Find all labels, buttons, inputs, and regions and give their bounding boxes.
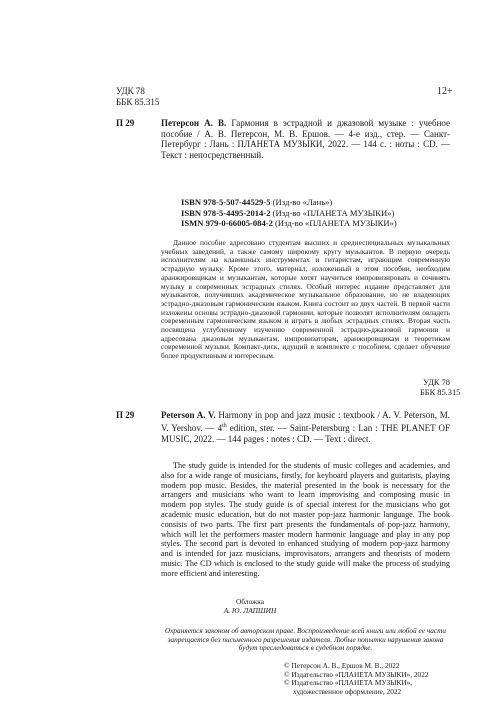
copyright-line: © Петерсон А. В., Ершов М. В., 2022 bbox=[284, 661, 400, 670]
bbk-code: ББК 85.315 bbox=[116, 97, 160, 107]
isbn-publisher: (Изд-во «ПЛАНЕТА МУЗЫКИ») bbox=[270, 207, 395, 218]
isbn-number: ISBN 978-5-507-44529-5 bbox=[181, 197, 271, 207]
ismn-line bbox=[181, 218, 397, 229]
bbk-code: ББК 85.315 bbox=[420, 388, 461, 397]
copyright-line: художественное оформление, 2022 bbox=[293, 686, 402, 696]
abstract-ru: Данное пособие адресовано студентам высших и среднеспециальных музыкальных учебных заведений, а также самому широкому кругу музыкантов. В первую очередь исполнителям на клавишных инструментах и гитаристам, играющим современную эстрадную музыку. Кроме этого, материал, изложенный в этом пособии, необходим аранжировщикам и музыкантам, которые хотят научиться импровизировать и сочинять музыку в современных эстрадных стилях. Особый интерес издание представляет для музыкантов, получивших академическое музыкальное образование, но не владеющих эстрадно-джазовым гармоническим языком. Книга состоит из двух частей. В первой части изложены основы эстрадно-джазовой гармонии, которые позволят исполнителям овладеть современным гармоническим языком и играть в любых эстрадных стилях. Вторая часть посвящена углубленному изучению современной эстрадно-джазовой гармонии и адресована джазовым музыкантам, импровизаторам, аранжировщикам и теоретикам современной музыки. Компакт-диск, идущий в комплекте с пособием, сделает обучение более продуктивным и интересным. bbox=[161, 238, 450, 361]
copyright-line: © Издательство «ПЛАНЕТА МУЗЫКИ», 2022 bbox=[284, 669, 429, 679]
ismn-number: ISMN 979-0-66005-084-2 bbox=[181, 218, 273, 229]
author-mark-ru: П 29 bbox=[116, 118, 135, 128]
abstract-en: The study guide is intended for the students of music colleges and academies, and also for a wide range of musicians, firstly, for keyboard players and guitarists, playing modern pop music. Besides, the material presented in the book is necessary for the arrangers and musicians who want to learn improvising and composing music in modern pop styles. The study guide is of special interest for the musicians who got academic music education, but do not master pop-jazz harmonic language. The book consists of two parts. The first part presents the fundamentals of pop-jazz harmony, which will let the performers master modern harmonic language and play in any pop styles. The second part is devoted to enhanced studying of modern pop-jazz harmony and is intended for jazz musicians, improvisators, arrangers and theorists of modern music. The CD which is enclosed to the study guide will make the process of studying more efficient and interesting. bbox=[161, 461, 450, 578]
author-name-ru: Петерсон А. В. bbox=[161, 118, 227, 128]
isbn-number: ISBN 978-5-4495-2014-2 bbox=[181, 207, 271, 218]
udk-code: УДК 78 bbox=[423, 378, 450, 387]
cover-credit bbox=[0, 597, 500, 615]
isbn-line bbox=[181, 208, 397, 219]
author-name-en: Peterson A. V. bbox=[161, 410, 216, 420]
title-description-en-cont: edition, ster. — Saint-Petersburg : Lan : THE PLANET OF MUSIC, 2022. — 144 pages : notes : CD. — Text : direct. bbox=[161, 423, 450, 444]
classification-footer bbox=[420, 378, 461, 398]
age-rating: 12+ bbox=[437, 86, 453, 97]
isbn-publisher: (Изд-во «Лань») bbox=[270, 197, 333, 207]
copyright-notice: Охраняется законом об авторском праве. Воспроизведение всей книги или любой ее части запрещается без письменного разрешения издателя. Любые попытки нарушения закона будут преследоваться в судебном порядке. bbox=[164, 626, 447, 653]
isbn-list bbox=[181, 197, 397, 229]
cover-artist: А. Ю. ЛАПШИН bbox=[223, 606, 277, 615]
copyright-holders bbox=[284, 662, 454, 696]
author-mark-en: П 29 bbox=[116, 410, 135, 420]
copyright-line: © Издательство «ПЛАНЕТА МУЗЫКИ», bbox=[284, 678, 413, 688]
bibliographic-record-ru bbox=[161, 118, 450, 160]
title-description-en: Harmony in pop and jazz music : textbook / A. V. Peterson, M. V. Yershov. — 4 bbox=[161, 410, 450, 433]
ismn-publisher: (Изд-во «ПЛАНЕТА МУЗЫКИ») bbox=[272, 218, 397, 229]
isbn-line bbox=[181, 197, 397, 208]
classification-header bbox=[116, 86, 159, 108]
title-description-ru: Гармония в эстрадной и джазовой музыке : учебное пособие / А. В. Петерсон, М. В. Ершов. — 4-е изд., стер. — Санкт-Петербург : Лань : ПЛАНЕТА МУЗЫКИ, 2022. — 144 с. : ноты : CD. — Текст : непосредственный. bbox=[161, 118, 450, 160]
cover-label: Обложка bbox=[236, 597, 264, 606]
edition-superscript: th bbox=[222, 423, 227, 429]
udk-code: УДК 78 bbox=[116, 86, 145, 96]
bibliographic-record-en bbox=[161, 410, 450, 445]
